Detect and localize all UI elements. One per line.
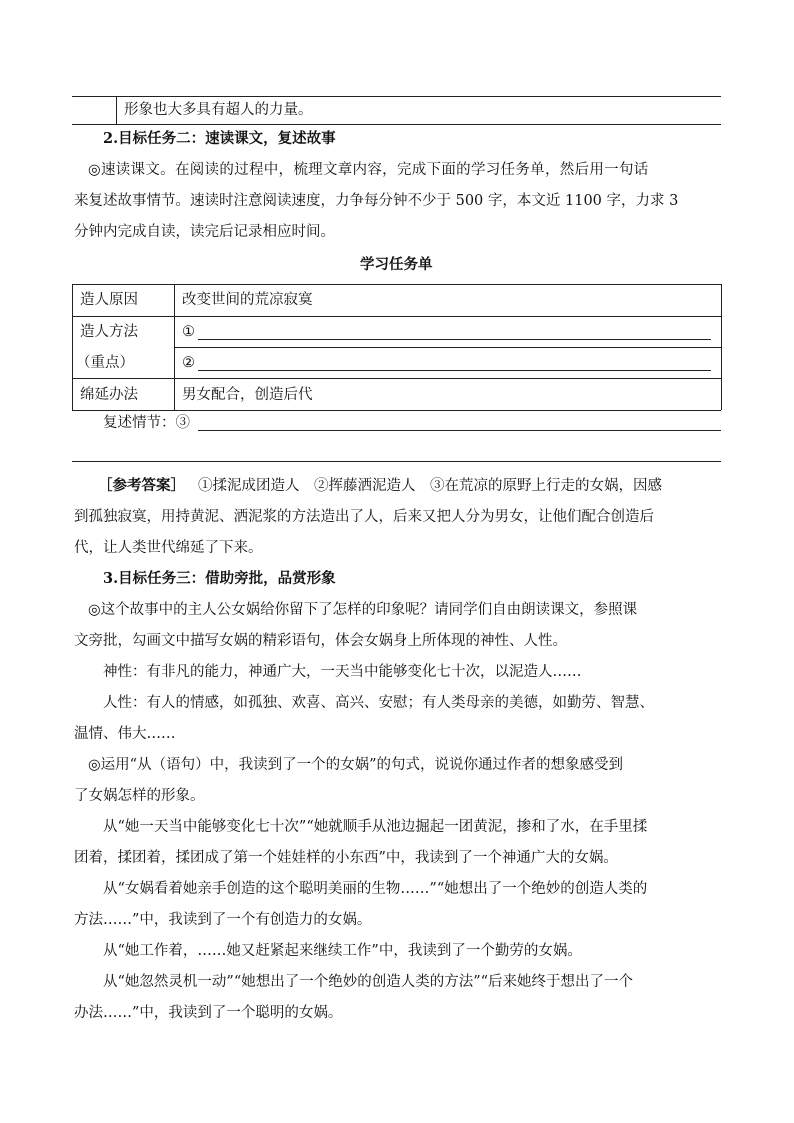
task3-line-4: 人性：有人的情感，如孤独、欢喜、高兴、安慰；有人类母亲的美德，如勤劳、智慧、: [103, 695, 654, 711]
answer-line-2: 到孤独寂寞，用持黄泥、洒泥浆的方法造出了人，后来又把人分为男女，让他们配合创造后: [74, 509, 654, 525]
method-2-blank[interactable]: [198, 370, 711, 371]
row-value-continue: 男女配合，创造后代: [182, 387, 313, 403]
task3-line-11: 方法……”中，我读到了一个有创造力的女娲。: [74, 912, 372, 928]
top-box-text: 形象也大多具有超人的力量。: [124, 102, 313, 118]
task3-line-2: 文旁批，勾画文中描写女娲的精彩语句，体会女娲身上所体现的神性、人性。: [74, 633, 567, 649]
answer-label: ［参考答案］: [98, 477, 185, 494]
table-border-mid: [174, 284, 175, 410]
table-border-right: [721, 284, 722, 410]
retell-blank-2[interactable]: [72, 461, 721, 462]
task3-line-3: 神性：有非凡的能力，神通广大，一天当中能够变化七十次，以泥造人……: [103, 664, 582, 680]
task3-line-1: ◎这个故事中的主人公女娲给你留下了怎样的印象呢？请同学们自由朗读课文，参照课: [88, 602, 638, 618]
task2-para-line-2: 来复述故事情节。速读时注意阅读速度，力争每分钟不少于 500 字，本文近 1100 字，力求 3: [74, 193, 679, 209]
task3-line-7: 了女娲怎样的形象。: [74, 788, 205, 804]
answer-line-3: 代，让人类世代绵延了下来。: [74, 540, 263, 556]
task3-line-5: 温情、伟大……: [74, 726, 176, 742]
task3-line-9: 团着，揉团着，揉团成了第一个娃娃样的小东西”中，我读到了一个神通广大的女娲。: [74, 850, 618, 866]
row-label-method-key: （重点）: [76, 355, 134, 371]
task3-line-13: 从“她忽然灵机一动”“她想出了一个绝妙的创造人类的方法”“后来她终于想出了一个: [103, 974, 634, 990]
task3-line-10: 从“女娲看着她亲手创造的这个聪明美丽的生物……”“她想出了一个绝妙的创造人类的: [103, 881, 648, 897]
worksheet-title: 学习任务单: [360, 256, 433, 273]
row-value-method-1: ①: [182, 324, 195, 340]
top-box-divider: [116, 96, 117, 124]
top-box-bottom-border: [72, 124, 721, 125]
table-border-left: [72, 284, 73, 410]
task3-heading: 3.目标任务三：借助旁批，品赏形象: [103, 570, 336, 587]
row-value-reason: 改变世间的荒凉寂寞: [182, 292, 313, 308]
task3-line-8: 从“她一天当中能够变化七十次”“她就顺手从池边掘起一团黄泥，掺和了水，在手里揉: [103, 819, 648, 835]
table-border-row2: [174, 347, 721, 348]
row-value-method-2: ②: [182, 355, 195, 371]
table-border-row1: [72, 316, 721, 317]
row-label-reason: 造人原因: [80, 292, 138, 308]
table-border-top: [72, 284, 721, 285]
task2-para-line-3: 分钟内完成自读，读完后记录相应时间。: [74, 224, 335, 240]
task3-line-14: 办法……”中，我读到了一个聪明的女娲。: [74, 1005, 343, 1021]
retell-label: 复述情节：③: [103, 415, 190, 431]
task2-heading: 2.目标任务二：速读课文，复述故事: [103, 130, 336, 147]
top-box-top-border: [72, 96, 721, 97]
method-1-blank[interactable]: [198, 339, 711, 340]
row-label-continue: 绵延办法: [80, 387, 138, 403]
task2-para-line-1: ◎速读课文。在阅读的过程中，梳理文章内容，完成下面的学习任务单，然后用一句话: [88, 162, 649, 178]
table-border-row3: [72, 378, 721, 379]
task3-line-6: ◎运用“从（语句）中，我读到了一个的女娲”的句式，说说你通过作者的想象感受到: [88, 757, 623, 773]
retell-blank-1[interactable]: [198, 430, 721, 431]
row-label-method: 造人方法: [80, 324, 138, 340]
table-border-bottom: [72, 410, 721, 411]
task3-line-12: 从“她工作着，……她又赶紧起来继续工作”中，我读到了一个勤劳的女娲。: [103, 943, 582, 959]
answer-line-1: ①揉泥成团造人 ②挥藤洒泥造人 ③在荒凉的原野上行走的女娲，因感: [198, 478, 662, 494]
